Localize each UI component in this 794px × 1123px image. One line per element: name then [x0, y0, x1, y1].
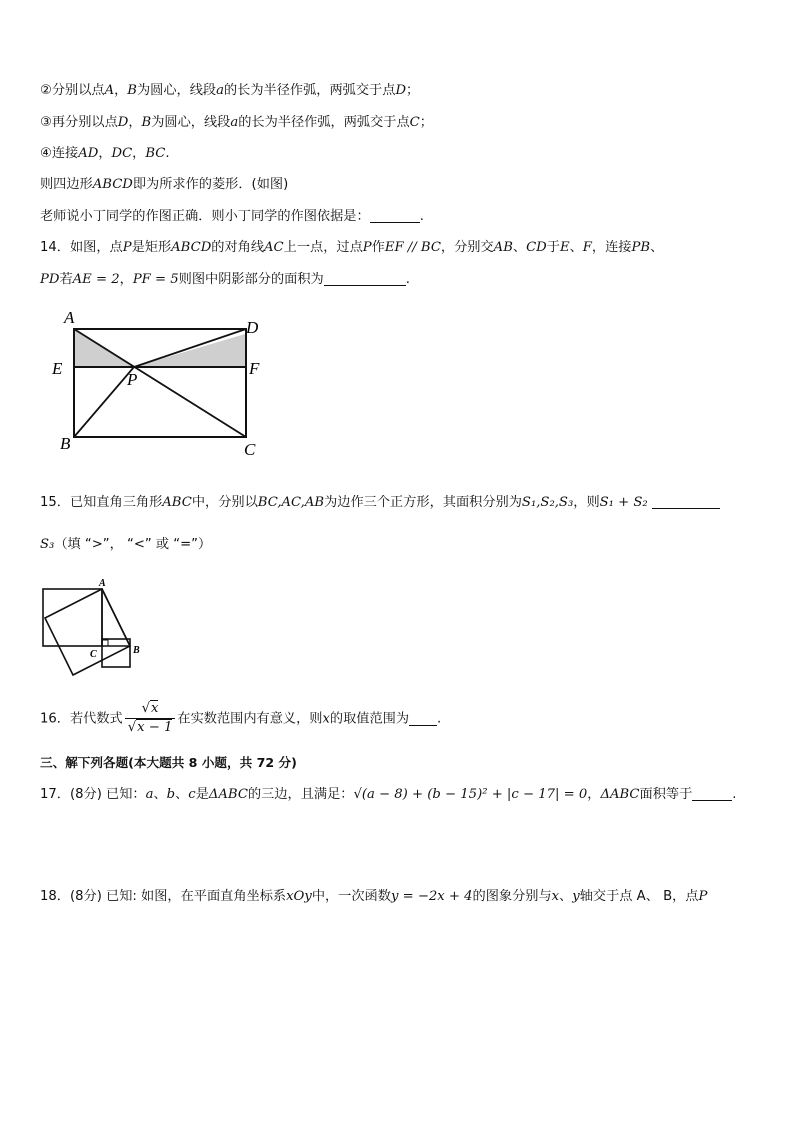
shaded-triangle-left: [74, 329, 134, 410]
q15-line1: 15．已知直角三角形ABC中，分别以BC,AC,AB为边作三个正方形，其面积分别为S₁,S₂,S₃，则S₁ + S₂: [40, 493, 720, 513]
segment-pb: [74, 367, 134, 437]
q15-line2: S₃（填 “>”， “<” 或 “=”）: [40, 537, 212, 552]
q13-step3: ③再分别以点D，B为圆心，线段a的长为半径作弧，两弧交于点C；: [40, 115, 433, 130]
section-title: 三、解下列各题(本大题共 8 小题，共 72 分): [40, 755, 297, 770]
radical-fraction: $\frac{√x}{√x - 1}$: [125, 700, 176, 737]
answer-blank: [370, 208, 420, 223]
squares-figure: [38, 578, 158, 678]
label-a: A: [64, 308, 75, 327]
square-on-ac: [43, 589, 102, 646]
q13-question: 老师说小丁同学的作图正确．则小丁同学的作图依据是： .: [40, 209, 424, 224]
q18-line: 18．(8分) 已知: 如图，在平面直角坐标系xOy中，一次函数y = −2x + 4的图象分别与x、y轴交于点 A、 B，点P: [40, 889, 708, 904]
q14-line2: PD若AE = 2，PF = 5则图中阴影部分的面积为 .: [40, 272, 410, 287]
label-e: E: [52, 359, 63, 378]
rectangle-figure: [48, 306, 278, 464]
label-a: A: [99, 578, 106, 589]
q13-step2: ②分别以点A，B为圆心，线段a的长为半径作弧，两弧交于点D；: [40, 83, 420, 98]
q13-conclusion: 则四边形ABCD即为所求作的菱形．(如图): [40, 177, 289, 192]
right-angle-mark: [102, 640, 108, 646]
hypotenuse-ab: [102, 589, 130, 646]
square-on-ab: [45, 589, 130, 675]
answer-blank: [324, 271, 406, 286]
label-d: D: [246, 318, 259, 337]
answer-blank: [692, 786, 732, 801]
label-c: C: [244, 440, 256, 459]
q17-line: 17．(8分) 已知：a、b、c是ΔABC的三边，且满足：√(a − 8) + (b − 15)² + |c − 17| = 0，ΔABC面积等于 .: [40, 787, 737, 802]
q14-line1: 14．如图，点P是矩形ABCD的对角线AC上一点，过点P作EF // BC，分别交AB、CD于E、F，连接PB、: [40, 240, 664, 255]
label-b: B: [133, 645, 140, 656]
q13-step4: ④连接AD，DC，BC.: [40, 146, 170, 161]
label-b: B: [60, 434, 71, 453]
label-f: F: [249, 359, 260, 378]
q16-line: 16．若代数式 $\frac{√x}{√x - 1}$ 在实数范围内有意义，则x的取值范围为 .: [40, 701, 442, 735]
answer-blank: [409, 711, 437, 726]
label-c: C: [90, 649, 97, 660]
answer-blank: [652, 494, 720, 509]
label-p: P: [127, 370, 138, 389]
